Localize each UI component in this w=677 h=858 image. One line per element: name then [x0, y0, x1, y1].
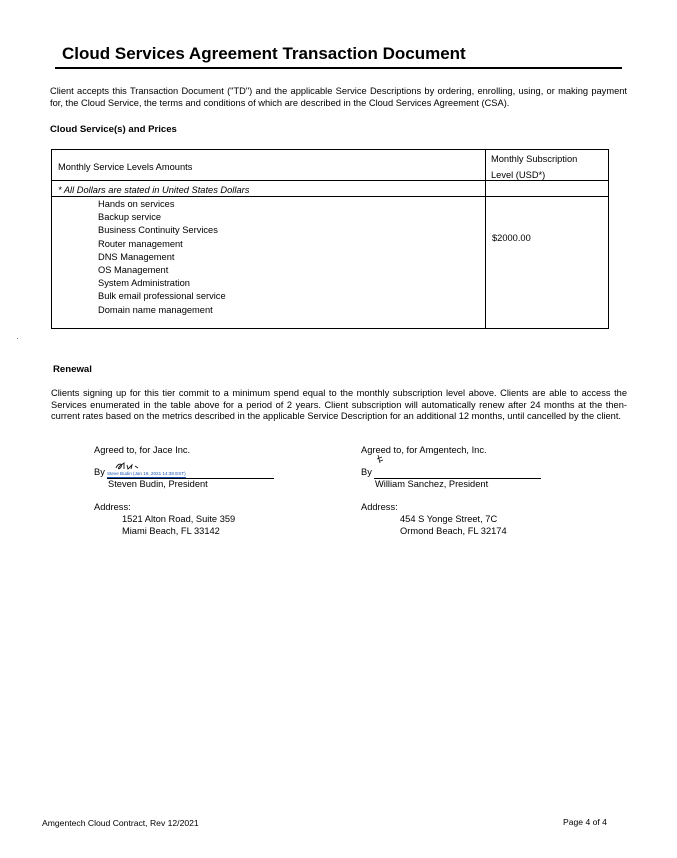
- renewal-heading: Renewal: [53, 364, 92, 375]
- column-header-subscription-level: [491, 152, 577, 183]
- intro-paragraph: Client accepts this Transaction Document ("TD") and the applicable Service Descriptions by ordering, enrolling, using, or making payment for, the Cloud Service, the terms and conditions of which are described in the Cloud Services Agreement (CSA).: [50, 86, 627, 108]
- table-right-divider: [485, 196, 609, 197]
- right-address: [400, 514, 507, 537]
- services-heading: Cloud Service(s) and Prices: [50, 124, 177, 135]
- table-note-divider: [51, 196, 485, 197]
- page-title: Cloud Services Agreement Transaction Document: [62, 44, 466, 63]
- right-address-label: Address:: [361, 502, 398, 512]
- column-header-line-2: Level (USD*): [491, 169, 546, 180]
- esignature-stamp: Steve Budin (Jan 18, 2021 14:38 EST): [107, 471, 186, 476]
- column-header-line-1: Monthly Subscription: [491, 154, 578, 164]
- renewal-paragraph: Clients signing up for this tier commit to a minimum spend equal to the monthly subscription level above. Clients are able to access the Services enumerated in the table above for a period of 2 years. Client subscription will automatically renew after 24 months at the then-current rates based on the metrics described in the applicable Service Description for an additional 12 months, until cancelled by the client.: [51, 388, 627, 422]
- list-item: DNS Management: [98, 251, 175, 262]
- list-item: OS Management: [98, 265, 169, 276]
- list-item: Router management: [98, 238, 183, 249]
- left-address-line-1: 1521 Alton Road, Suite 359: [122, 514, 236, 524]
- right-initials-mark: [375, 453, 385, 465]
- usd-note: * All Dollars are stated in United States Dollars: [58, 185, 250, 195]
- page-number: Page 4 of 4: [563, 817, 607, 827]
- right-signer-name: William Sanchez, President: [375, 479, 489, 489]
- stray-mark: [17, 338, 18, 339]
- right-agreed-label: Agreed to, for Amgentech, Inc.: [361, 445, 487, 455]
- table-column-divider: [485, 149, 486, 329]
- left-by-label: By: [94, 467, 105, 477]
- list-item: Business Continuity Services: [98, 225, 218, 236]
- list-item: Hands on services: [98, 199, 175, 209]
- list-item: Bulk email professional service: [98, 291, 226, 302]
- list-item: Domain name management: [98, 304, 213, 315]
- list-item: Backup service: [98, 212, 162, 223]
- right-by-label: By: [361, 467, 372, 477]
- footer-document-name: Amgentech Cloud Contract, Rev 12/2021: [42, 818, 199, 828]
- left-address-line-2: Miami Beach, FL 33142: [122, 525, 220, 536]
- subscription-price: $2000.00: [492, 233, 531, 243]
- services-list: [98, 198, 226, 317]
- column-header-service-levels: Monthly Service Levels Amounts: [58, 162, 193, 172]
- left-address-label: Address:: [94, 502, 131, 512]
- list-item: System Administration: [98, 278, 190, 289]
- title-divider: [55, 67, 622, 69]
- right-address-line-2: Ormond Beach, FL 32174: [400, 525, 507, 536]
- right-address-line-1: 454 S Yonge Street, 7C: [400, 514, 498, 524]
- left-address: [122, 514, 235, 537]
- left-agreed-label: Agreed to, for Jace Inc.: [94, 445, 191, 455]
- left-signer-name: Steven Budin, President: [108, 479, 208, 489]
